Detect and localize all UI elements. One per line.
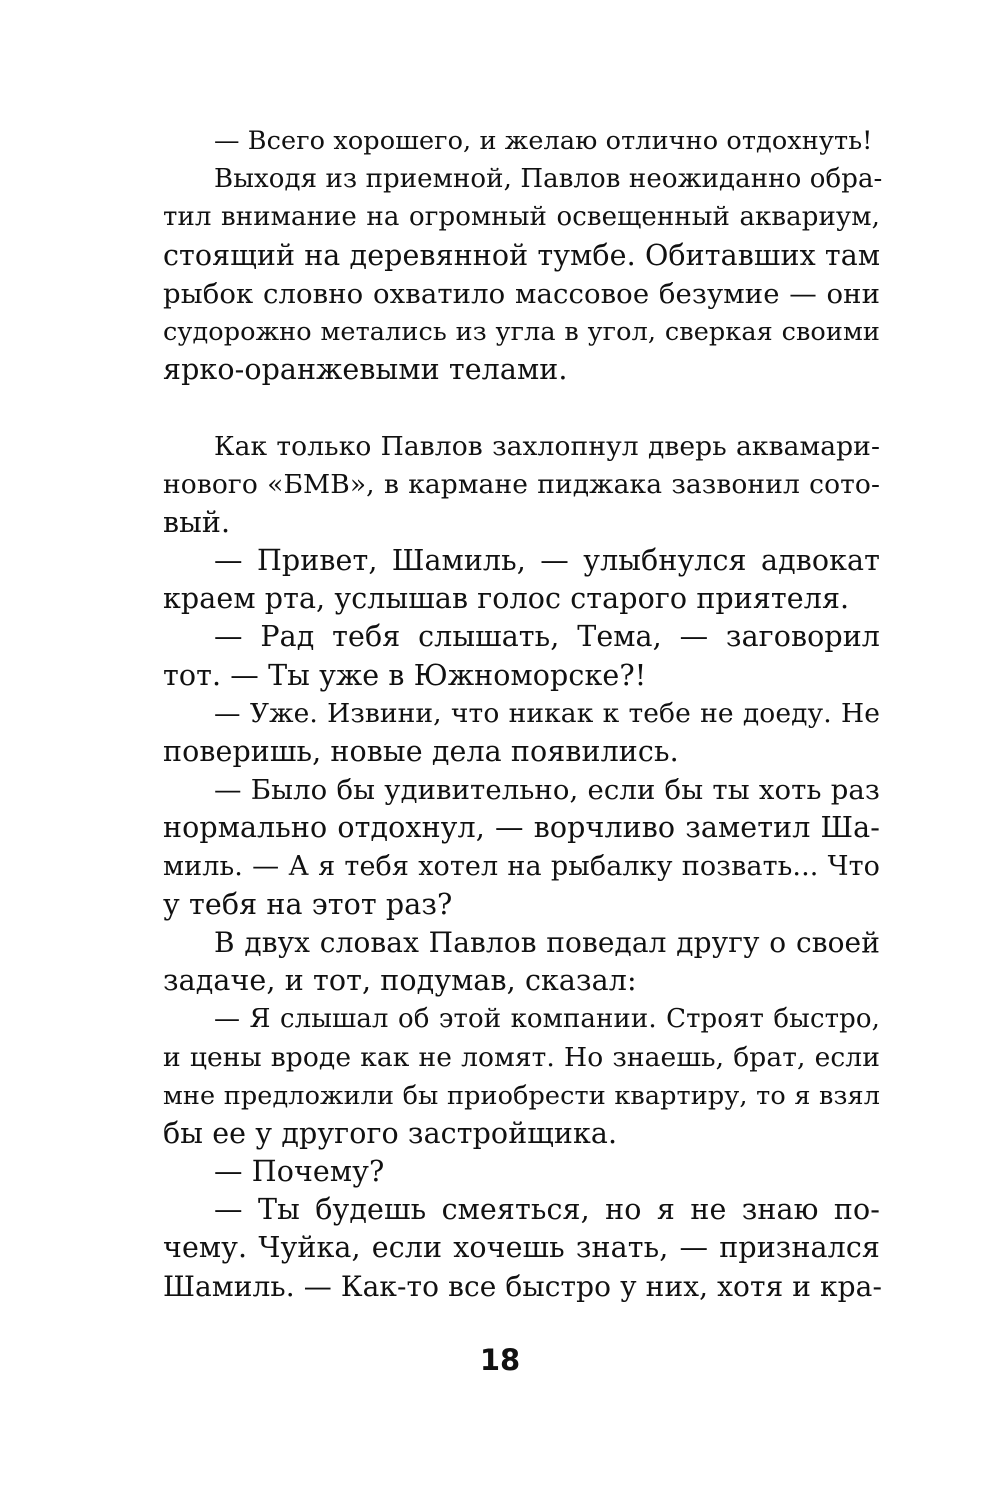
paragraph	[163, 1191, 883, 1306]
text-line: поверишь, новые дела появились.	[163, 735, 679, 768]
text-line: — Ты будешь смеяться, но я не знаю по-	[214, 1193, 880, 1227]
paragraph	[163, 1000, 880, 1153]
text-line: — Рад тебя слышать, Тема, — заговорил	[214, 620, 880, 654]
text-line: тил внимание на огромный освещенный аквариум,	[163, 202, 880, 233]
text-line: вый.	[163, 505, 231, 539]
paragraph	[163, 771, 880, 924]
text-line: мне предложили бы приобрести квартиру, то я взял	[163, 1080, 880, 1111]
text-line: миль. — А я тебя хотел на рыбалку позвать... Что	[163, 850, 880, 882]
text-line: задаче, и тот, подумав, сказал:	[163, 964, 637, 998]
text-line: судорожно метались из угла в угол, сверкая своими	[163, 316, 880, 347]
paragraph	[163, 122, 880, 160]
section-break	[163, 389, 880, 427]
text-line: и цены вроде как не ломят. Но знаешь, брат, если	[163, 1041, 880, 1073]
text-line: — Почему?	[214, 1155, 385, 1189]
text-line: — Было бы удивительно, если бы ты хоть раз	[214, 774, 880, 807]
paragraph	[163, 160, 883, 389]
text-line: Шамиль. — Как-то все быстро у них, хотя и кра-	[163, 1269, 883, 1303]
paragraph	[163, 924, 880, 1000]
text-line: нормально отдохнул, — ворчливо заметил Ша-	[163, 811, 880, 845]
text-line: В двух словах Павлов поведал другу о своей	[214, 925, 880, 959]
text-line: бы ее у другого застройщика.	[163, 1116, 618, 1150]
paragraph	[163, 618, 880, 694]
text-line: краем рта, услышав голос старого приятеля.	[163, 582, 850, 616]
text-line: у тебя на этот раз?	[163, 887, 453, 921]
text-line: Выходя из приемной, Павлов неожиданно обра-	[214, 164, 883, 195]
text-line: нового «БМВ», в кармане пиджака зазвонил сото-	[163, 468, 880, 500]
text-line: рыбок словно охватило массовое безумие — они	[163, 277, 880, 310]
paragraph	[163, 1153, 880, 1191]
paragraph	[163, 542, 880, 618]
text-line: — Привет, Шамиль, — улыбнулся адвокат	[214, 544, 880, 578]
text-line: тот. — Ты уже в Южноморске?!	[163, 658, 647, 692]
text-line: — Всего хорошего, и желаю отлично отдохнуть!	[214, 126, 873, 156]
text-line: Как только Павлов захлопнул дверь аквамари-	[214, 430, 880, 462]
paragraph	[163, 428, 880, 543]
paragraph	[163, 695, 880, 771]
text-line: — Уже. Извини, что никак к тебе не доеду. Не	[214, 697, 880, 729]
page-body	[163, 122, 883, 1306]
text-line: — Я слышал об этой компании. Строят быстро,	[214, 1004, 880, 1035]
page-number: 18	[479, 1343, 521, 1377]
text-line: чему. Чуйка, если хочешь знать, — признался	[163, 1231, 880, 1265]
text-line: ярко-оранжевыми телами.	[163, 353, 568, 387]
text-line: стоящий на деревянной тумбе. Обитавших там	[163, 238, 881, 272]
